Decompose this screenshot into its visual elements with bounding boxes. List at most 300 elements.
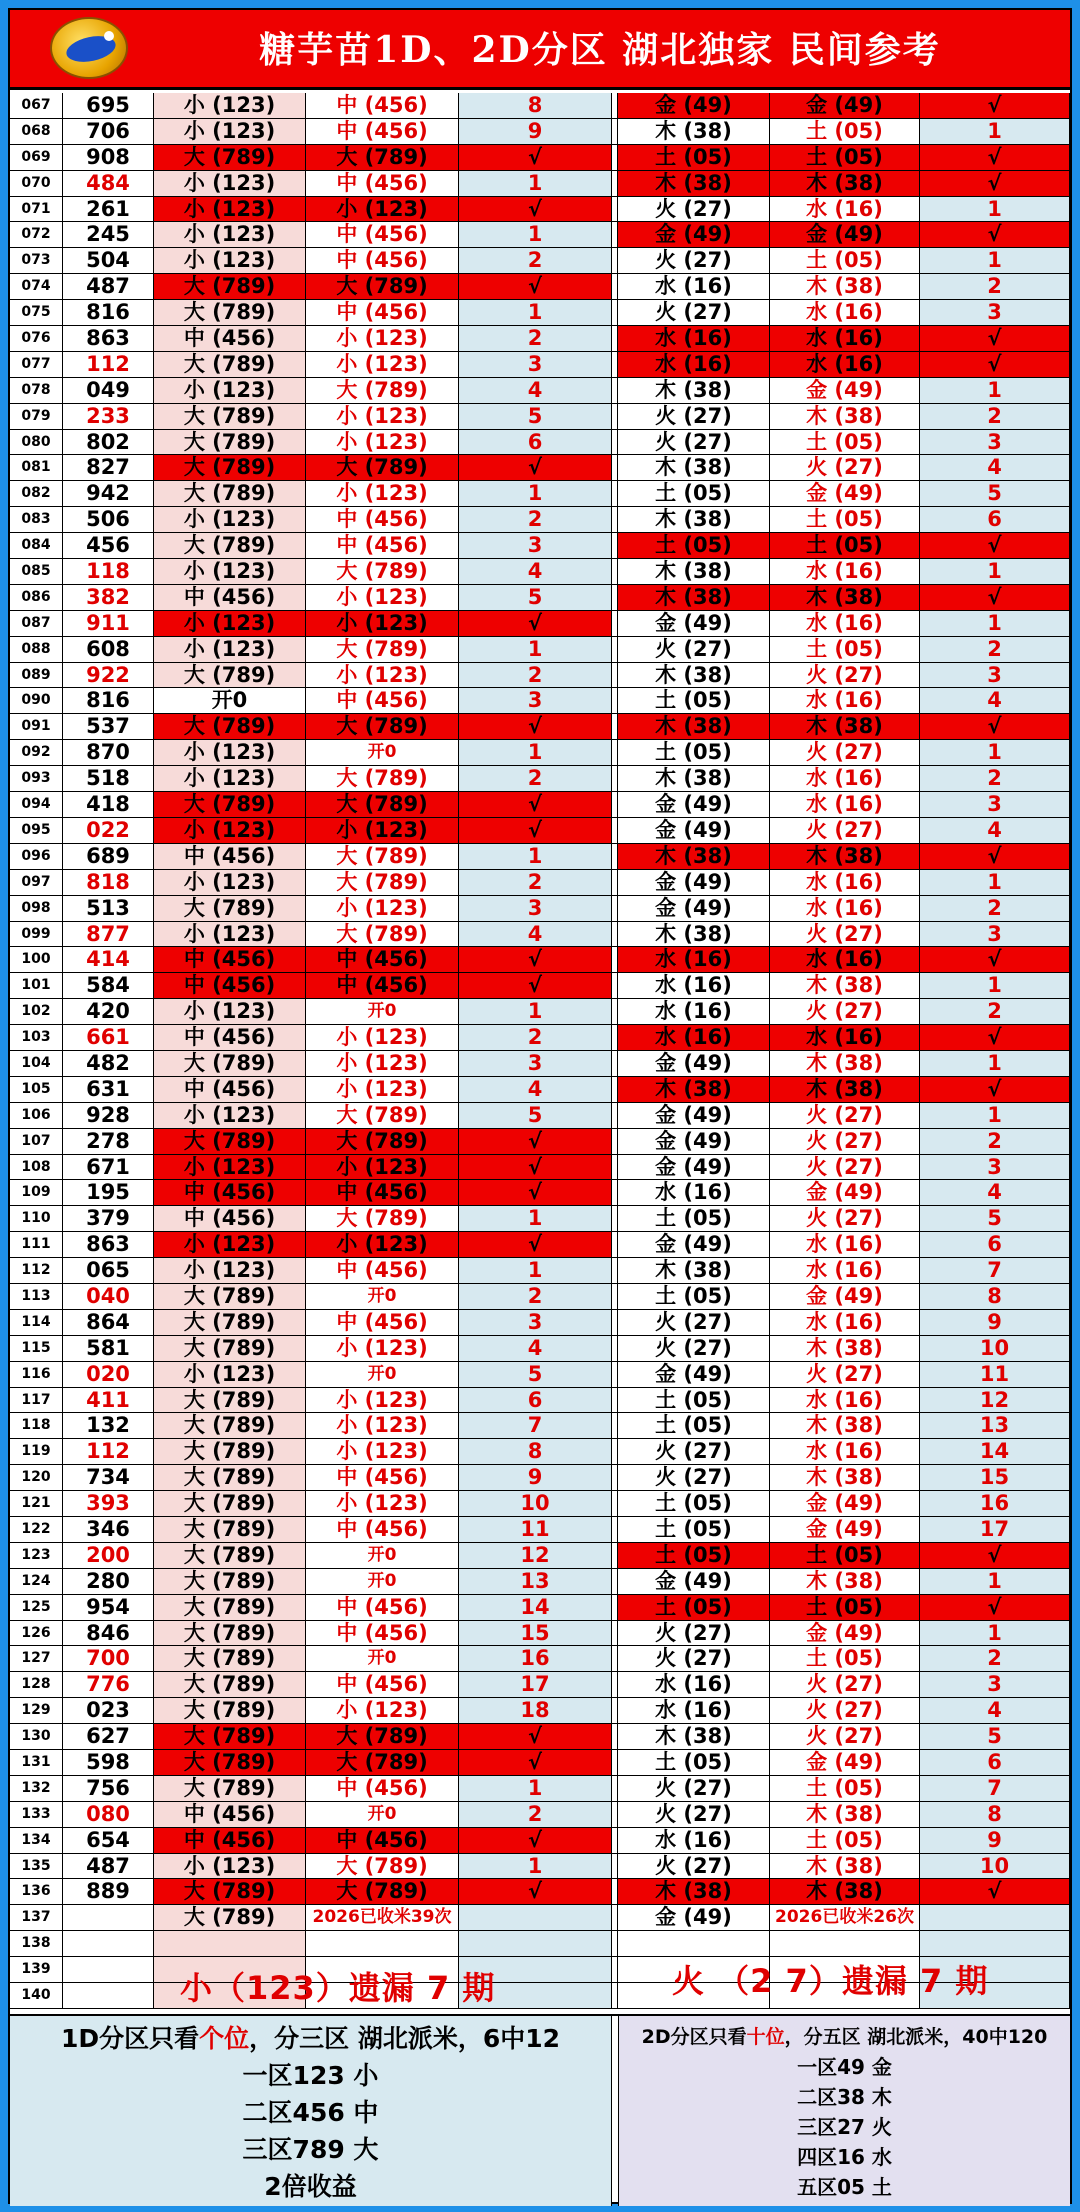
zone2d-actual: 木 (38) (618, 1724, 770, 1749)
zone1d-result: 11 (459, 1517, 612, 1542)
zone1d-result: 4 (459, 922, 612, 947)
zone2d-pick: 水 (16) (770, 870, 920, 895)
zone1d-actual: 大 (789) (154, 1724, 306, 1749)
table-row (10, 1802, 1070, 1828)
zone1d-pick: 小 (123) (306, 1155, 459, 1180)
zone2d-pick: 金 (49) (770, 378, 920, 403)
zone1d-pick: 开0 (306, 999, 459, 1024)
row-number: 130 (10, 1724, 63, 1749)
zone1d-pick: 小 (123) (306, 1388, 459, 1413)
draw-number: 487 (63, 1854, 154, 1879)
zone1d-pick: 中 (456) (306, 533, 459, 558)
zone2d-pick (770, 1931, 920, 1956)
zone1d-result: √ (459, 1180, 612, 1205)
zone2d-pick: 水 (16) (770, 559, 920, 584)
table-row (10, 1258, 1070, 1284)
zone2d-pick: 水 (16) (770, 1310, 920, 1335)
zone1d-pick: 中 (456) (306, 1310, 459, 1335)
zone2d-actual: 木 (38) (618, 585, 770, 610)
zone1d-actual: 大 (789) (154, 274, 306, 299)
row-number: 127 (10, 1646, 63, 1671)
zone2d-result: 1 (920, 740, 1070, 765)
zone1d-result: √ (459, 792, 612, 817)
zone1d-pick: 大 (789) (306, 559, 459, 584)
zone1d-pick: 中 (456) (306, 1517, 459, 1542)
zone2d-actual: 土 (05) (618, 740, 770, 765)
zone2d-pick: 金 (49) (770, 1517, 920, 1542)
table-row (10, 740, 1070, 766)
zone1d-actual: 大 (789) (154, 1698, 306, 1723)
row-number: 078 (10, 378, 63, 403)
table-row (10, 947, 1070, 973)
zone1d-pick: 小 (123) (306, 1025, 459, 1050)
zone1d-actual: 大 (789) (154, 1646, 306, 1671)
table-row (10, 1465, 1070, 1491)
draw-number: 518 (63, 766, 154, 791)
zone1d-actual: 大 (789) (154, 1905, 306, 1930)
table-row (10, 481, 1070, 507)
zone2d-result: √ (920, 947, 1070, 972)
zone2d-result: 1 (920, 559, 1070, 584)
zone1d-actual: 小 (123) (154, 1362, 306, 1387)
footer-2d-highlight: 十位 (746, 2026, 785, 2048)
zone1d-actual: 大 (789) (154, 455, 306, 480)
zone2d-result: 10 (920, 1336, 1070, 1361)
draw-number: 200 (63, 1543, 154, 1568)
footer-1d-zone1: 一区123 小 (242, 2061, 379, 2090)
zone1d-pick: 中 (456) (306, 222, 459, 247)
draw-number: 456 (63, 533, 154, 558)
zone2d-pick: 土 (05) (770, 1595, 920, 1620)
zone2d-actual (618, 1931, 770, 1956)
draw-number (63, 1983, 154, 2008)
footer-2d-zone2: 二区38 木 (797, 2085, 892, 2109)
draw-number: 022 (63, 818, 154, 843)
draw-number: 700 (63, 1646, 154, 1671)
zone1d-actual: 大 (789) (154, 1569, 306, 1594)
draw-table (10, 93, 1070, 2009)
footer-2d-zone5: 五区05 土 (797, 2175, 892, 2199)
zone2d-actual: 土 (05) (618, 533, 770, 558)
zone2d-pick: 火 (27) (770, 1724, 920, 1749)
row-number: 107 (10, 1129, 63, 1154)
zone2d-result: 1 (920, 1103, 1070, 1128)
zone2d-result: √ (920, 714, 1070, 739)
zone1d-actual: 大 (789) (154, 1129, 306, 1154)
zone1d-result: 7 (459, 1413, 612, 1438)
zone1d-pick: 大 (789) (306, 455, 459, 480)
zone2d-pick: 土 (05) (770, 430, 920, 455)
table-row (10, 973, 1070, 999)
zone1d-result (459, 1931, 612, 1956)
draw-number: 487 (63, 274, 154, 299)
draw-number: 954 (63, 1595, 154, 1620)
draw-number: 889 (63, 1879, 154, 1904)
row-number: 094 (10, 792, 63, 817)
draw-number: 654 (63, 1828, 154, 1853)
draw-number: 020 (63, 1362, 154, 1387)
zone1d-pick: 大 (789) (306, 792, 459, 817)
draw-number: 671 (63, 1155, 154, 1180)
row-number: 118 (10, 1413, 63, 1438)
zone1d-result: 3 (459, 1310, 612, 1335)
draw-number: 418 (63, 792, 154, 817)
zone1d-result: √ (459, 1724, 612, 1749)
zone1d-result: √ (459, 1750, 612, 1775)
footer-2d-intro-post: ，分五区 湖北派米，40中120 (784, 2026, 1048, 2048)
zone1d-pick: 小 (123) (306, 404, 459, 429)
zone2d-pick: 水 (16) (770, 896, 920, 921)
zone2d-pick: 水 (16) (770, 197, 920, 222)
draw-number (63, 1957, 154, 1982)
zone1d-result: 4 (459, 378, 612, 403)
zone2d-pick: 木 (38) (770, 1413, 920, 1438)
table-row (10, 1155, 1070, 1181)
draw-number (63, 1931, 154, 1956)
draw-number: 942 (63, 481, 154, 506)
zone2d-result: √ (920, 222, 1070, 247)
zone2d-actual: 土 (05) (618, 1284, 770, 1309)
zone1d-result: 4 (459, 1336, 612, 1361)
row-number: 071 (10, 197, 63, 222)
zone1d-result: 5 (459, 1103, 612, 1128)
zone2d-result: 3 (920, 663, 1070, 688)
zone2d-result (920, 1905, 1070, 1930)
zone2d-result: 1 (920, 1569, 1070, 1594)
zone2d-result: 2 (920, 274, 1070, 299)
zone1d-actual: 大 (789) (154, 792, 306, 817)
zone2d-pick: 水 (16) (770, 611, 920, 636)
table-row (10, 1180, 1070, 1206)
zone1d-actual: 大 (789) (154, 1388, 306, 1413)
zone2d-result: 2 (920, 404, 1070, 429)
row-number: 140 (10, 1983, 63, 2008)
draw-number: 816 (63, 300, 154, 325)
zone1d-pick: 大 (789) (306, 1129, 459, 1154)
zone1d-pick: 中 (456) (306, 119, 459, 144)
draw-number: 118 (63, 559, 154, 584)
zone1d-result: 4 (459, 559, 612, 584)
row-number: 112 (10, 1258, 63, 1283)
draw-number: 278 (63, 1129, 154, 1154)
zone2d-result: 5 (920, 481, 1070, 506)
zone1d-actual: 大 (789) (154, 1413, 306, 1438)
draw-number: 706 (63, 119, 154, 144)
zone1d-result: 2 (459, 663, 612, 688)
zone2d-pick: 火 (27) (770, 922, 920, 947)
zone2d-pick: 火 (27) (770, 1698, 920, 1723)
footer-2d-rules (618, 2016, 1070, 2206)
row-number: 067 (10, 93, 63, 118)
zone2d-pick: 火 (27) (770, 1206, 920, 1231)
zone1d-pick: 中 (456) (306, 1465, 459, 1490)
zone1d-actual: 小 (123) (154, 119, 306, 144)
zone2d-pick: 土 (05) (770, 507, 920, 532)
zone2d-result: 9 (920, 1828, 1070, 1853)
row-number: 096 (10, 844, 63, 869)
zone2d-actual: 金 (49) (618, 1155, 770, 1180)
zone1d-pick: 小 (123) (306, 481, 459, 506)
draw-number: 928 (63, 1103, 154, 1128)
zone2d-result: √ (920, 145, 1070, 170)
row-number: 124 (10, 1569, 63, 1594)
zone1d-result: √ (459, 714, 612, 739)
zone2d-actual: 水 (16) (618, 1180, 770, 1205)
zone1d-result: √ (459, 145, 612, 170)
draw-number: 818 (63, 870, 154, 895)
zone1d-actual: 小 (123) (154, 1232, 306, 1257)
zone2d-pick: 木 (38) (770, 1077, 920, 1102)
zone2d-result: 1 (920, 1621, 1070, 1646)
zone1d-pick: 大 (789) (306, 1879, 459, 1904)
zone2d-actual: 火 (27) (618, 1621, 770, 1646)
draw-number: 689 (63, 844, 154, 869)
footer-1d-highlight: 个位 (199, 2024, 250, 2053)
zone1d-pick: 中 (456) (306, 1672, 459, 1697)
zone1d-result: 1 (459, 999, 612, 1024)
zone2d-result: 1 (920, 870, 1070, 895)
table-row (10, 1750, 1070, 1776)
zone1d-result: 17 (459, 1672, 612, 1697)
zone2d-actual: 火 (27) (618, 430, 770, 455)
zone1d-pick: 大 (789) (306, 870, 459, 895)
zone2d-result: 3 (920, 922, 1070, 947)
draw-number: 080 (63, 1802, 154, 1827)
draw-number: 379 (63, 1206, 154, 1231)
table-row (10, 559, 1070, 585)
zone1d-pick: 中 (456) (306, 947, 459, 972)
zone2d-pick: 火 (27) (770, 1129, 920, 1154)
zone2d-pick: 土 (05) (770, 533, 920, 558)
zone1d-pick: 开0 (306, 740, 459, 765)
zone1d-actual: 小 (123) (154, 922, 306, 947)
zone2d-actual: 火 (27) (618, 1776, 770, 1801)
draw-number: 864 (63, 1310, 154, 1335)
zone1d-actual: 小 (123) (154, 1854, 306, 1879)
row-number: 077 (10, 352, 63, 377)
zone1d-pick: 大 (789) (306, 378, 459, 403)
zone2d-pick: 金 (49) (770, 93, 920, 118)
zone1d-actual: 大 (789) (154, 1517, 306, 1542)
zone2d-actual: 火 (27) (618, 1310, 770, 1335)
zone1d-pick: 大 (789) (306, 1854, 459, 1879)
zone2d-result: √ (920, 1879, 1070, 1904)
zone1d-actual: 小 (123) (154, 1103, 306, 1128)
row-number: 083 (10, 507, 63, 532)
zone1d-actual: 大 (789) (154, 1336, 306, 1361)
zone1d-pick: 中 (456) (306, 93, 459, 118)
zone2d-pick: 金 (49) (770, 481, 920, 506)
footer-1d-rules (10, 2016, 612, 2206)
draw-number: 802 (63, 430, 154, 455)
table-row (10, 300, 1070, 326)
zone1d-actual: 大 (789) (154, 352, 306, 377)
table-row (10, 1776, 1070, 1802)
zone2d-actual: 水 (16) (618, 352, 770, 377)
zone2d-pick: 金 (49) (770, 222, 920, 247)
zone1d-result: 10 (459, 1491, 612, 1516)
zone1d-actual: 大 (789) (154, 1776, 306, 1801)
zone1d-pick: 小 (123) (306, 896, 459, 921)
draw-number: 023 (63, 1698, 154, 1723)
table-row (10, 1103, 1070, 1129)
draw-number: 346 (63, 1517, 154, 1542)
draw-number: 261 (63, 197, 154, 222)
table-row (10, 507, 1070, 533)
zone1d-result: 13 (459, 1569, 612, 1594)
zone1d-actual: 大 (789) (154, 1310, 306, 1335)
draw-number: 513 (63, 896, 154, 921)
table-row (10, 455, 1070, 481)
draw-number: 827 (63, 455, 154, 480)
zone1d-pick: 大 (789) (306, 1750, 459, 1775)
zone2d-pick: 木 (38) (770, 973, 920, 998)
zone1d-actual: 大 (789) (154, 714, 306, 739)
zone2d-pick: 木 (38) (770, 171, 920, 196)
zone1d-pick: 小 (123) (306, 1413, 459, 1438)
zone2d-result: 12 (920, 1388, 1070, 1413)
row-number: 109 (10, 1180, 63, 1205)
zone1d-actual: 中 (456) (154, 1802, 306, 1827)
draw-number: 816 (63, 688, 154, 713)
table-row (10, 1569, 1070, 1595)
row-number: 138 (10, 1931, 63, 1956)
zone1d-result: 2 (459, 870, 612, 895)
zone1d-result: 3 (459, 1051, 612, 1076)
zone2d-pick: 火 (27) (770, 740, 920, 765)
row-number: 082 (10, 481, 63, 506)
zone2d-actual: 金 (49) (618, 1362, 770, 1387)
zone2d-pick: 木 (38) (770, 844, 920, 869)
zone2d-pick: 水 (16) (770, 352, 920, 377)
zone2d-actual: 金 (49) (618, 222, 770, 247)
zone2d-result: √ (920, 93, 1070, 118)
zone1d-pick: 大 (789) (306, 1103, 459, 1128)
footer-2d-zone3: 三区27 火 (797, 2115, 892, 2139)
draw-number: 195 (63, 1180, 154, 1205)
zone1d-pick: 小 (123) (306, 1232, 459, 1257)
table-row (10, 1362, 1070, 1388)
zone1d-result: √ (459, 197, 612, 222)
zone1d-result: 5 (459, 1362, 612, 1387)
zone1d-result: 18 (459, 1698, 612, 1723)
zone2d-actual: 水 (16) (618, 274, 770, 299)
zone1d-result: 1 (459, 171, 612, 196)
zone1d-result: 3 (459, 896, 612, 921)
zone1d-pick: 小 (123) (306, 1491, 459, 1516)
table-row (10, 93, 1070, 119)
zone2d-pick: 金 (49) (770, 1491, 920, 1516)
draw-number: 608 (63, 637, 154, 662)
row-number: 115 (10, 1336, 63, 1361)
zone2d-actual: 水 (16) (618, 326, 770, 351)
row-number: 136 (10, 1879, 63, 1904)
zone2d-pick: 水 (16) (770, 300, 920, 325)
content-panel (8, 8, 1072, 2204)
row-number: 090 (10, 688, 63, 713)
zone1d-pick: 中 (456) (306, 1776, 459, 1801)
zone1d-actual: 大 (789) (154, 1491, 306, 1516)
table-row (10, 171, 1070, 197)
zone2d-pick: 木 (38) (770, 1802, 920, 1827)
zone1d-pick: 中 (456) (306, 507, 459, 532)
table-row (10, 844, 1070, 870)
zone1d-pick: 中 (456) (306, 1258, 459, 1283)
draw-number: 631 (63, 1077, 154, 1102)
zone2d-actual: 土 (05) (618, 1543, 770, 1568)
table-row (10, 378, 1070, 404)
table-row (10, 1543, 1070, 1569)
zone2d-pick: 木 (38) (770, 1336, 920, 1361)
zone2d-actual: 火 (27) (618, 1439, 770, 1464)
table-row (10, 222, 1070, 248)
row-number: 100 (10, 947, 63, 972)
draw-number: 280 (63, 1569, 154, 1594)
zone1d-pick: 大 (789) (306, 274, 459, 299)
zone2d-result: 13 (920, 1413, 1070, 1438)
zone1d-result: √ (459, 1879, 612, 1904)
zone2d-result: √ (920, 1543, 1070, 1568)
zone2d-actual: 木 (38) (618, 559, 770, 584)
zone2d-actual: 土 (05) (618, 145, 770, 170)
row-number: 125 (10, 1595, 63, 1620)
table-row (10, 1284, 1070, 1310)
draw-number: 132 (63, 1413, 154, 1438)
zone2d-actual: 木 (38) (618, 1258, 770, 1283)
footer-1d-zone3: 三区789 大 (242, 2135, 379, 2164)
zone1d-result: 9 (459, 1465, 612, 1490)
zone1d-pick: 大 (789) (306, 145, 459, 170)
draw-number: 877 (63, 922, 154, 947)
row-number: 119 (10, 1439, 63, 1464)
row-number: 134 (10, 1828, 63, 1853)
row-number: 105 (10, 1077, 63, 1102)
row-number: 085 (10, 559, 63, 584)
row-number: 093 (10, 766, 63, 791)
zone1d-actual: 大 (789) (154, 1051, 306, 1076)
table-row (10, 1698, 1070, 1724)
footer-2d-zone1: 一区49 金 (797, 2055, 892, 2079)
zone1d-result: 2 (459, 326, 612, 351)
row-number: 133 (10, 1802, 63, 1827)
table-row (10, 1595, 1070, 1621)
zone2d-pick: 土 (05) (770, 1543, 920, 1568)
zone2d-result: 6 (920, 1232, 1070, 1257)
zone2d-result: 6 (920, 507, 1070, 532)
zone2d-pick: 火 (27) (770, 999, 920, 1024)
zone1d-result: 1 (459, 844, 612, 869)
zone2d-actual: 木 (38) (618, 844, 770, 869)
zone2d-pick: 水 (16) (770, 1258, 920, 1283)
zone2d-actual: 土 (05) (618, 1517, 770, 1542)
zone1d-actual: 中 (456) (154, 1025, 306, 1050)
zone2d-pick: 水 (16) (770, 947, 920, 972)
zone2d-pick: 2026已收米26次 (770, 1905, 920, 1930)
draw-number: 911 (63, 611, 154, 636)
zone1d-pick: 2026已收米39次 (306, 1905, 459, 1930)
zone2d-actual: 金 (49) (618, 792, 770, 817)
zone1d-pick: 开0 (306, 1569, 459, 1594)
zone1d-result: √ (459, 455, 612, 480)
table-row (10, 792, 1070, 818)
zone2d-pick: 木 (38) (770, 1569, 920, 1594)
zone1d-actual: 小 (123) (154, 559, 306, 584)
zone1d-result: 16 (459, 1646, 612, 1671)
zone2d-actual: 水 (16) (618, 1828, 770, 1853)
zone1d-actual: 大 (789) (154, 430, 306, 455)
row-number: 116 (10, 1362, 63, 1387)
table-row (10, 1879, 1070, 1905)
